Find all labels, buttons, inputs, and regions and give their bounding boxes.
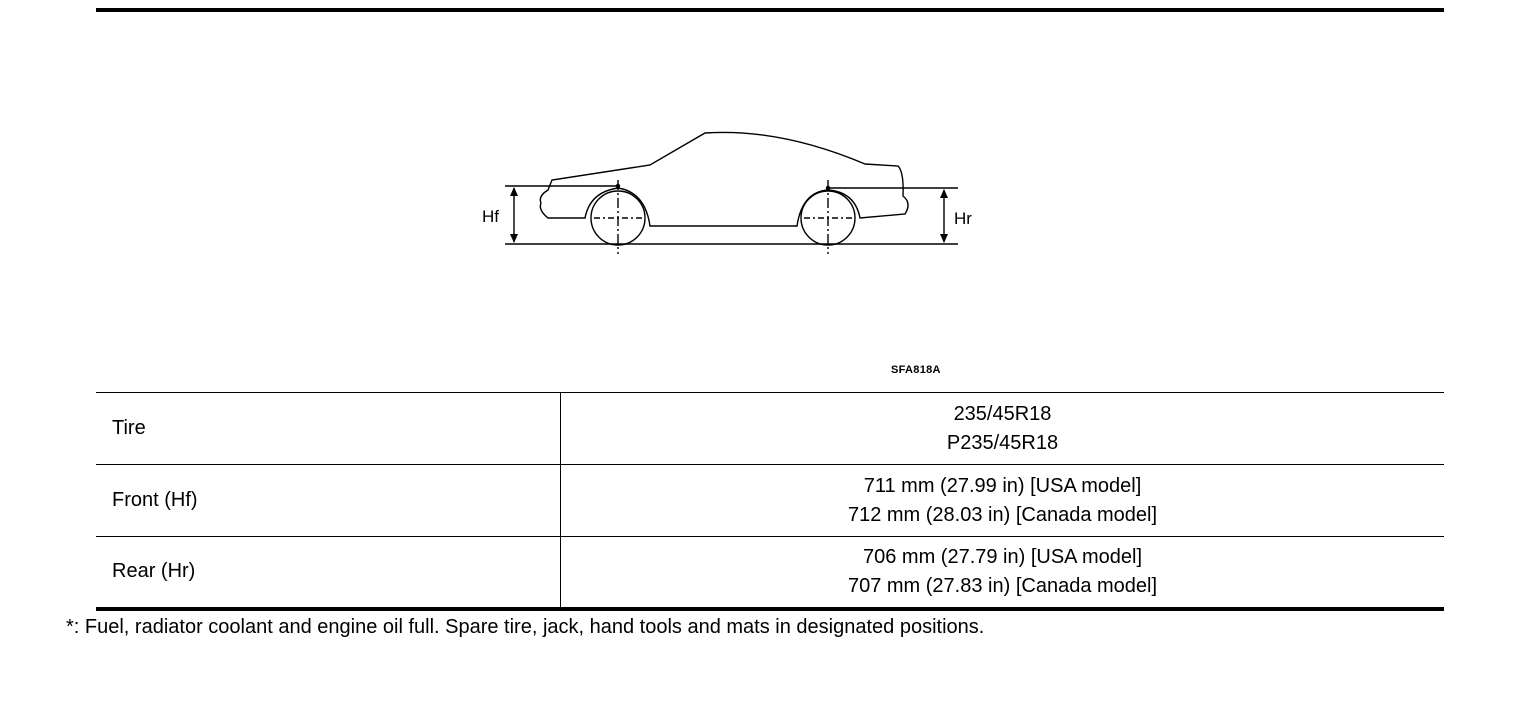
- vehicle-height-diagram: [470, 120, 990, 260]
- rear-height-label: Hr: [954, 209, 972, 228]
- row-value-tire: [561, 393, 1445, 465]
- figure-code: SFA818A: [891, 364, 941, 376]
- footnote: *: Fuel, radiator coolant and engine oil full. Spare tire, jack, hand tools and mats in designated positions.: [66, 616, 985, 638]
- row-label-rear: Rear (Hr): [96, 537, 561, 609]
- table-row: [96, 537, 1444, 609]
- ride-height-table: [96, 392, 1444, 611]
- value-line: 235/45R18: [953, 402, 1052, 425]
- value-line: 712 mm (28.03 in) [Canada model]: [847, 503, 1158, 526]
- row-label-front: Front (Hf): [96, 465, 561, 537]
- car-body-outline: [540, 132, 908, 226]
- value-line: 707 mm (27.83 in) [Canada model]: [847, 574, 1158, 597]
- table-row: [96, 393, 1444, 465]
- value-line: 711 mm (27.99 in) [USA model]: [863, 474, 1142, 497]
- table-row: [96, 465, 1444, 537]
- row-value-front: [561, 465, 1445, 537]
- top-rule: [96, 8, 1444, 12]
- row-label-tire: Tire: [96, 393, 561, 465]
- value-line: P235/45R18: [946, 431, 1059, 454]
- front-height-label: Hf: [482, 207, 499, 226]
- row-value-rear: [561, 537, 1445, 609]
- value-line: 706 mm (27.79 in) [USA model]: [862, 545, 1142, 568]
